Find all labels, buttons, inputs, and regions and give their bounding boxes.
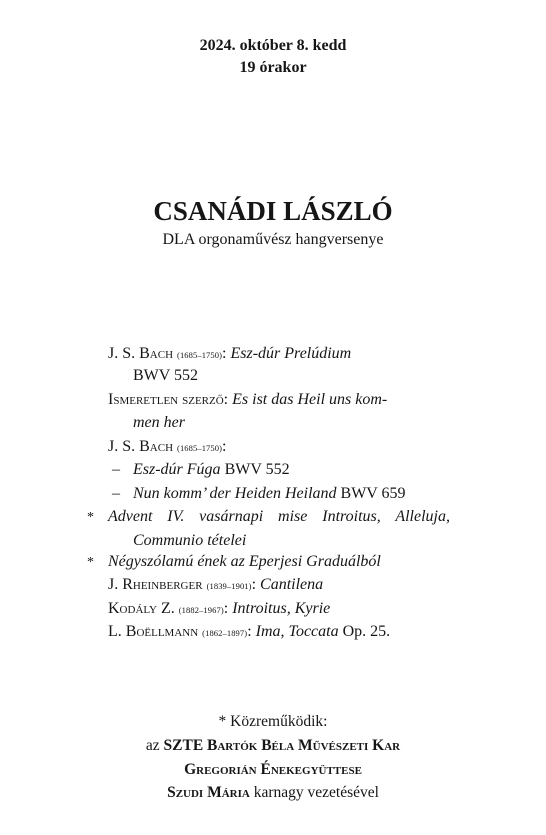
composer-years: (1862–1897)	[202, 628, 248, 638]
footer-conductor	[0, 783, 546, 803]
asterisk-marker: *	[87, 555, 94, 570]
composer-name: J. S. Bach	[108, 345, 174, 362]
work-title: Cantilena	[260, 576, 324, 593]
catalog-number: BWV 659	[336, 485, 406, 502]
footer-performers-heading: * Közreműködik:	[218, 713, 328, 730]
footer-organization	[0, 736, 546, 756]
organization-name: SZTE Bartók Béla Művészeti Kar	[163, 737, 401, 754]
work-title: Esz-dúr Fúga	[133, 461, 221, 478]
composer-name: J. Rheinberger	[108, 576, 203, 593]
catalog-number: BWV 552	[133, 367, 199, 384]
separator: :	[223, 600, 233, 617]
composer-name: L. Boëllmann	[108, 623, 199, 640]
program-subitem-1	[133, 460, 290, 480]
separator: :	[222, 345, 231, 362]
time-line: 19 órakor	[239, 59, 307, 76]
catalog-number: BWV 552	[220, 461, 290, 478]
separator: :	[247, 623, 256, 640]
program-item-1	[108, 344, 351, 365]
concert-subtitle: DLA orgonaművész hangversenye	[162, 231, 384, 248]
program-item-4: Advent IV. vasárnapi mise Introitus, Alleluja,	[108, 508, 450, 525]
work-title-continuation: men her	[133, 414, 185, 431]
work-title: Introitus, Kyrie	[232, 600, 331, 617]
composer-name: Ismeretlen szerző	[108, 391, 224, 408]
dash: –	[112, 461, 120, 478]
work-title: Nun komm’ der Heiden Heiland	[133, 485, 337, 502]
work-title: Esz-dúr Prelúdium	[230, 345, 352, 362]
dash: –	[112, 485, 120, 502]
separator: :	[223, 391, 233, 408]
asterisk-marker: *	[87, 510, 94, 525]
program-item-3	[108, 437, 227, 458]
composer-name: Kodály Z.	[108, 600, 175, 617]
conductor-role: karnagy vezetésével	[249, 784, 379, 801]
program-item-5: Négyszólamú ének az Eperjesi Graduálból	[108, 553, 381, 570]
program-item-7	[108, 599, 330, 620]
program-subitem-2	[133, 484, 406, 504]
date-line: 2024. október 8. kedd	[199, 37, 347, 54]
work-title: Ima, Toccata	[255, 623, 339, 640]
work-title: Es ist das Heil uns kom-	[232, 391, 388, 408]
performer-name: CSANÁDI LÁSZLÓ	[153, 196, 393, 226]
program-item-6	[108, 575, 323, 596]
program-item-8	[108, 622, 390, 643]
composer-years: (1685–1750)	[177, 350, 223, 360]
composer-years: (1882–1967)	[178, 605, 224, 615]
opus-number: Op. 25.	[338, 623, 391, 640]
program-item-2	[108, 390, 387, 410]
composer-years: (1685–1750)	[177, 443, 223, 453]
footer-prefix: az	[145, 737, 164, 754]
program-item-4-continuation: Communio tételei	[133, 532, 247, 549]
separator: :	[222, 438, 227, 455]
ensemble-name: Gregorián Énekegyüttese	[184, 761, 362, 778]
separator: :	[251, 576, 261, 593]
composer-name: J. S. Bach	[108, 438, 174, 455]
composer-years: (1839–1901)	[206, 581, 252, 591]
conductor-name: Szudi Mária	[167, 784, 250, 801]
